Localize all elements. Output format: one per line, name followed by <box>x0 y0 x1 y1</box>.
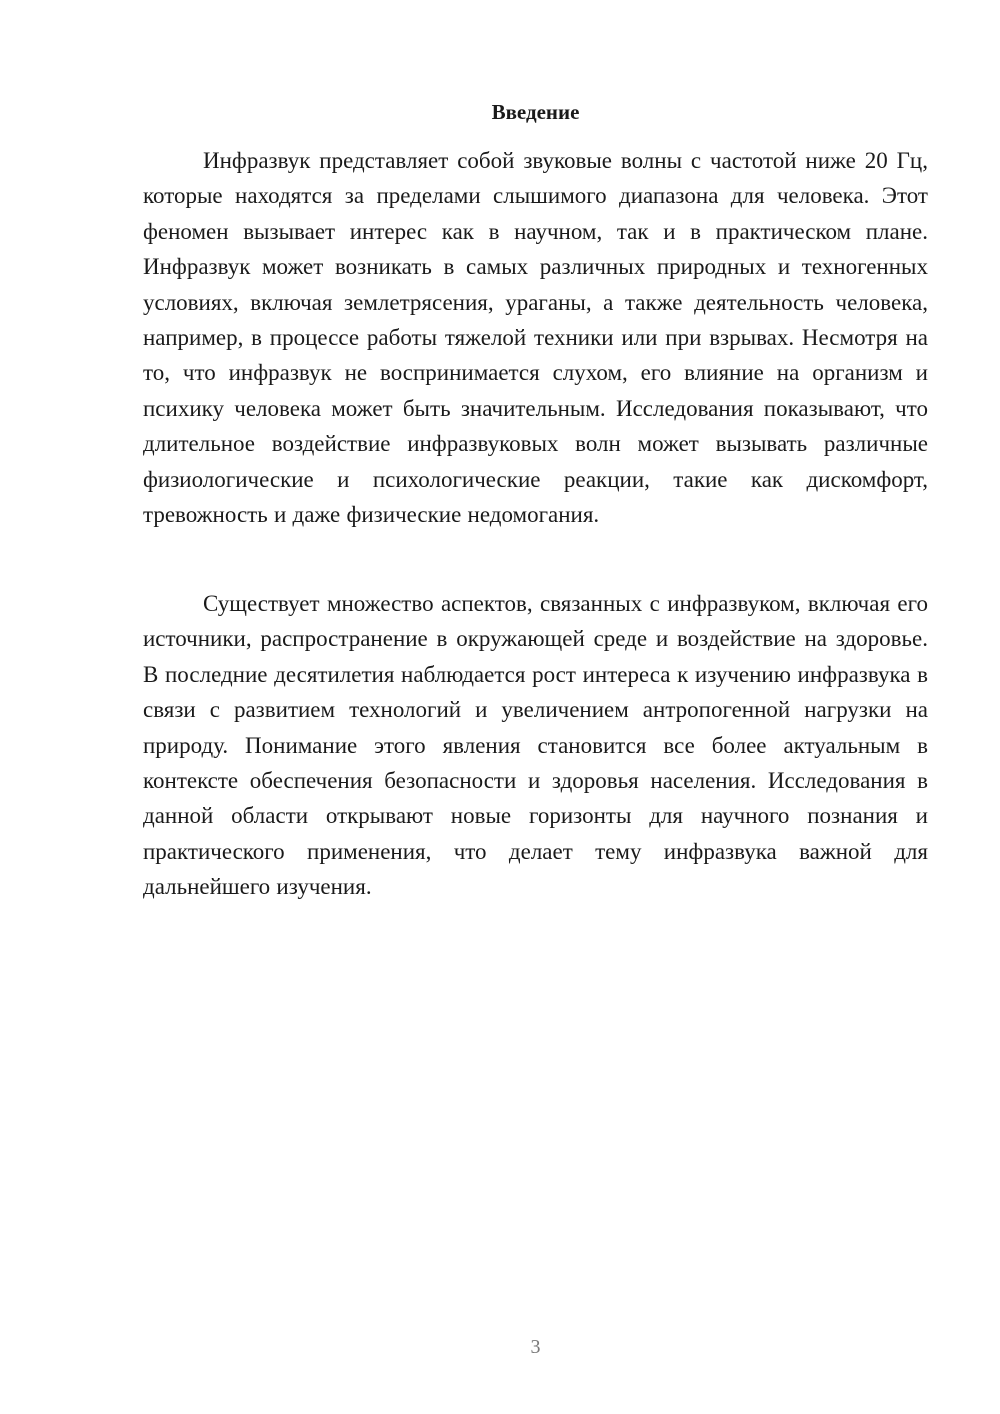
body-paragraph-2: Существует множество аспектов, связанных с инфразвуком, включая его источники, распространение в окружающей среде и воздействие на здоровье. В последние десятилетия наблюдается рост интереса к изучению инфразвука в связи с развитием технологий и увеличением антропогенной нагрузки на природу. Понимание этого явления становится все более актуальным в контексте обеспечения безопасности и здоровья населения. Исследования в данной области открывают новые горизонты для научного познания и практического применения, что делает тему инфразвука важной для дальнейшего изучения. <box>143 591 928 900</box>
section-heading: Введение <box>491 100 580 124</box>
page-number: 3 <box>530 1336 541 1358</box>
body-paragraph-1: Инфразвук представляет собой звуковые волны с частотой ниже 20 Гц, которые находятся за пределами слышимого диапазона для человека. Этот феномен вызывает интерес как в научном, так и в практическом плане. Инфразвук может возникать в самых различных природных и техногенных условиях, включая землетрясения, ураганы, а также деятельность человека, например, в процессе работы тяжелой техники или при взрывах. Несмотря на то, что инфразвук не воспринимается слухом, его влияние на организм и психику человека может быть значительным. Исследования показывают, что длительное воздействие инфразвуковых волн может вызывать различные физиологические и психологические реакции, такие как дискомфорт, тревожность и даже физические недомогания. <box>143 148 928 528</box>
